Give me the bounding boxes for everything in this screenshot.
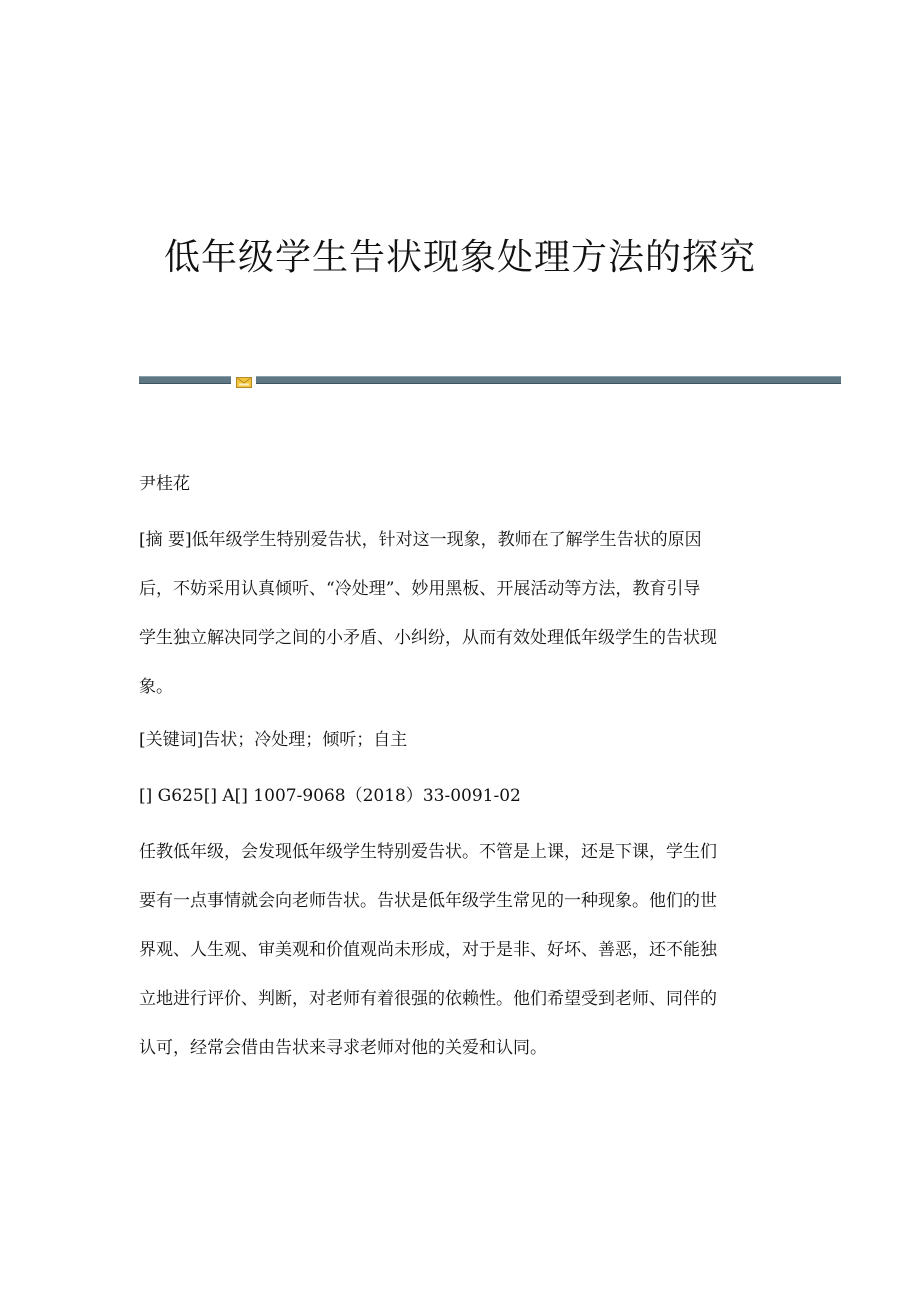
divider-left-bar [139,376,231,384]
classification-line: [] G625[] A[] 1007-9068（2018）33-0091-02 [139,786,521,806]
divider-right-bar [256,376,841,384]
body-line: 要有一点事情就会向老师告状。告状是低年级学生常见的一种现象。他们的世 [139,891,717,911]
body-paragraph [139,840,779,1085]
author-name: 尹桂花 [139,474,190,494]
title-divider [139,373,841,384]
envelope-icon [236,373,252,384]
abstract-line: 学生独立解决同学之间的小矛盾、小纠纷，从而有效处理低年级学生的告状现 [139,628,717,648]
abstract-line: 象。 [139,677,173,697]
body-line: 立地进行评价、判断，对老师有着很强的依赖性。他们希望受到老师、同伴的 [139,989,717,1009]
abstract-line: [摘 要]低年级学生特别爱告状，针对这一现象，教师在了解学生告状的原因 [139,530,702,550]
abstract-paragraph [139,528,779,724]
keywords-line: [关键词]告状；冷处理；倾听；自主 [139,730,408,750]
body-line: 任教低年级，会发现低年级学生特别爱告状。不管是上课，还是下课，学生们 [139,842,717,862]
document-title: 低年级学生告状现象处理方法的探究 [163,237,756,279]
abstract-line: 后，不妨采用认真倾听、“冷处理”、妙用黑板、开展活动等方法，教育引导 [139,579,701,599]
body-line: 界观、人生观、审美观和价值观尚未形成，对于是非、好坏、善恶，还不能独 [139,940,717,960]
body-line: 认可，经常会借由告状来寻求老师对他的关爱和认同。 [139,1038,547,1058]
